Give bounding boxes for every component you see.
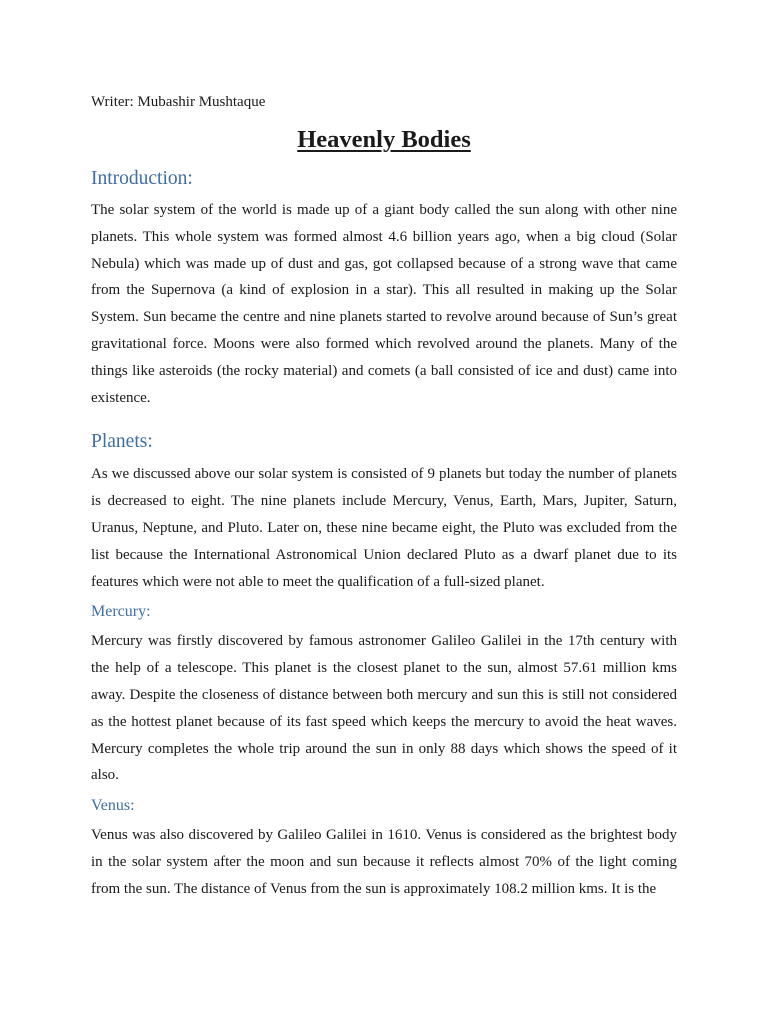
- venus-paragraph: Venus was also discovered by Galileo Galilei in 1610. Venus is considered as the brightest body in the solar system after the moon and sun because it reflects almost 70% of the light coming from the sun. The distance of Venus from the sun is approximately 108.2 million kms. It is the: [91, 827, 677, 897]
- planets-paragraph: As we discussed above our solar system is consisted of 9 planets but today the number of planets is decreased to eight. The nine planets include Mercury, Venus, Earth, Mars, Jupiter, Saturn, Uranus, Neptune, and Pluto. Later on, these nine became eight, the Pluto was excluded from the list because the International Astronomical Union declared Pluto as a dwarf planet due to its features which were not able to meet the qualification of a full-sized planet.: [91, 466, 677, 590]
- writer-byline: Writer: Mubashir Mushtaque: [91, 94, 266, 110]
- planets-heading: Planets:: [91, 431, 153, 453]
- introduction-paragraph: The solar system of the world is made up of a giant body called the sun along with other nine planets. This whole system was formed almost 4.6 billion years ago, when a big cloud (Solar Nebula) which was made up of dust and gas, got collapsed because of a strong wave that came from the Supernova (a kind of explosion in a star). This all resulted in making up the Solar System. Sun became the centre and nine planets started to revolve around because of Sun’s great gravitational force. Moons were also formed which revolved around the planets. Many of the things like asteroids (the rocky material) and comets (a ball consisted of ice and dust) came into existence.: [91, 202, 677, 406]
- introduction-heading: Introduction:: [91, 168, 193, 189]
- document-title: Heavenly Bodies: [297, 126, 471, 153]
- mercury-heading: Mercury:: [91, 603, 151, 621]
- venus-heading: Venus:: [91, 797, 135, 815]
- mercury-paragraph: Mercury was firstly discovered by famous astronomer Galileo Galilei in the 17th century with the help of a telescope. This planet is the closest planet to the sun, almost 57.61 million kms away. Despite the closeness of distance between both mercury and sun this is still not considered as the hottest planet because of its fast speed which keeps the mercury to avoid the heat waves. Mercury completes the whole trip around the sun in only 88 days which shows the speed of it also.: [91, 633, 677, 784]
